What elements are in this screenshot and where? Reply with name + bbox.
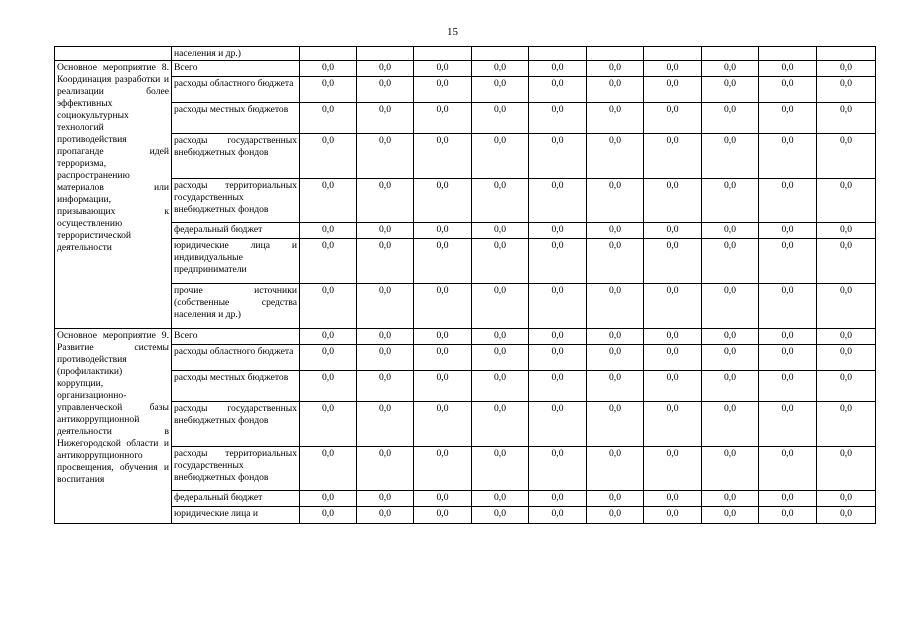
- value-cell: 0,0: [529, 345, 587, 371]
- value-cell: 0,0: [357, 402, 414, 447]
- value-cell: 0,0: [300, 402, 357, 447]
- value-cell: 0,0: [472, 447, 529, 491]
- table-row: [55, 507, 876, 524]
- value-cell: 0,0: [472, 491, 529, 507]
- value-cell: 0,0: [529, 61, 587, 77]
- table-row: [55, 491, 876, 507]
- value-cell: 0,0: [414, 447, 472, 491]
- value-cell: 0,0: [759, 134, 817, 179]
- table-row: [55, 371, 876, 402]
- source-label: расходы территориальных государственных внебюджетных фондов: [172, 179, 300, 223]
- value-cell: 0,0: [644, 329, 702, 345]
- value-cell: 0,0: [817, 134, 876, 179]
- value-cell: 0,0: [587, 61, 644, 77]
- value-cell: 0,0: [817, 61, 876, 77]
- value-cell: 0,0: [472, 239, 529, 284]
- value-cell: 0,0: [414, 179, 472, 223]
- value-cell: 0,0: [300, 371, 357, 402]
- value-cell: 0,0: [587, 284, 644, 329]
- value-cell: 0,0: [644, 103, 702, 134]
- source-label: населения и др.): [172, 47, 300, 61]
- value-cell: 0,0: [759, 402, 817, 447]
- value-cell: 0,0: [644, 345, 702, 371]
- funding-table: [54, 46, 876, 524]
- value-cell: 0,0: [357, 223, 414, 239]
- value-cell: 0,0: [357, 134, 414, 179]
- value-cell: 0,0: [759, 103, 817, 134]
- table-row: [55, 134, 876, 179]
- value-cell: 0,0: [817, 491, 876, 507]
- activity-description: Основное мероприятие 9. Развитие системы противодействия (профилактики) коррупции, организационно-управленческой базы антикоррупционной деятельности в Нижегородской области и антикоррупционного просвещения, обучения и воспитания: [55, 329, 172, 524]
- value-cell: 0,0: [414, 239, 472, 284]
- value-cell: 0,0: [702, 371, 759, 402]
- value-cell: 0,0: [759, 239, 817, 284]
- value-cell: 0,0: [472, 61, 529, 77]
- value-cell: 0,0: [357, 77, 414, 103]
- value-cell: 0,0: [817, 402, 876, 447]
- value-cell: 0,0: [587, 345, 644, 371]
- value-cell: 0,0: [300, 239, 357, 284]
- value-cell: 0,0: [529, 507, 587, 524]
- source-label: Всего: [172, 61, 300, 77]
- source-label: расходы государственных внебюджетных фондов: [172, 134, 300, 179]
- value-cell: 0,0: [817, 223, 876, 239]
- value-cell: 0,0: [300, 77, 357, 103]
- value-cell: 0,0: [817, 345, 876, 371]
- value-cell: 0,0: [587, 134, 644, 179]
- value-cell: 0,0: [702, 447, 759, 491]
- page-number: 15: [447, 26, 458, 38]
- value-cell: 0,0: [644, 507, 702, 524]
- value-cell: 0,0: [587, 371, 644, 402]
- source-label: Всего: [172, 329, 300, 345]
- value-cell: 0,0: [702, 103, 759, 134]
- table-row: [55, 329, 876, 345]
- value-cell: 0,0: [357, 103, 414, 134]
- value-cell: 0,0: [587, 491, 644, 507]
- value-cell: 0,0: [702, 239, 759, 284]
- value-cell: 0,0: [817, 239, 876, 284]
- source-label: расходы областного бюджета: [172, 345, 300, 371]
- value-cell: 0,0: [759, 284, 817, 329]
- value-cell: 0,0: [357, 179, 414, 223]
- value-cell: 0,0: [702, 179, 759, 223]
- value-cell: 0,0: [587, 447, 644, 491]
- value-cell: [414, 47, 472, 61]
- table-row: [55, 103, 876, 134]
- value-cell: 0,0: [300, 61, 357, 77]
- value-cell: 0,0: [644, 239, 702, 284]
- value-cell: 0,0: [529, 329, 587, 345]
- value-cell: 0,0: [300, 447, 357, 491]
- value-cell: 0,0: [472, 223, 529, 239]
- value-cell: 0,0: [414, 371, 472, 402]
- table-row: [55, 239, 876, 284]
- value-cell: 0,0: [300, 134, 357, 179]
- value-cell: 0,0: [759, 61, 817, 77]
- value-cell: 0,0: [357, 507, 414, 524]
- value-cell: 0,0: [702, 345, 759, 371]
- value-cell: [644, 47, 702, 61]
- value-cell: 0,0: [414, 134, 472, 179]
- value-cell: 0,0: [472, 103, 529, 134]
- value-cell: 0,0: [529, 402, 587, 447]
- value-cell: 0,0: [357, 447, 414, 491]
- value-cell: 0,0: [644, 284, 702, 329]
- value-cell: 0,0: [702, 77, 759, 103]
- value-cell: 0,0: [759, 447, 817, 491]
- value-cell: 0,0: [414, 284, 472, 329]
- source-label: федеральный бюджет: [172, 223, 300, 239]
- source-label: юридические лица и: [172, 507, 300, 524]
- source-label: федеральный бюджет: [172, 491, 300, 507]
- table-row: [55, 47, 876, 61]
- value-cell: 0,0: [759, 77, 817, 103]
- table-row: [55, 447, 876, 491]
- source-label: расходы территориальных государственных внебюджетных фондов: [172, 447, 300, 491]
- value-cell: 0,0: [472, 345, 529, 371]
- value-cell: 0,0: [414, 103, 472, 134]
- source-label: прочие источники (собственные средства населения и др.): [172, 284, 300, 329]
- value-cell: 0,0: [472, 329, 529, 345]
- value-cell: 0,0: [357, 284, 414, 329]
- value-cell: 0,0: [300, 329, 357, 345]
- value-cell: 0,0: [587, 402, 644, 447]
- value-cell: [702, 47, 759, 61]
- value-cell: 0,0: [300, 179, 357, 223]
- value-cell: 0,0: [587, 329, 644, 345]
- source-label: расходы областного бюджета: [172, 77, 300, 103]
- value-cell: 0,0: [300, 284, 357, 329]
- value-cell: 0,0: [817, 371, 876, 402]
- value-cell: 0,0: [644, 402, 702, 447]
- value-cell: 0,0: [529, 77, 587, 103]
- value-cell: [472, 47, 529, 61]
- table-row: [55, 345, 876, 371]
- value-cell: 0,0: [759, 371, 817, 402]
- source-label: расходы местных бюджетов: [172, 371, 300, 402]
- value-cell: 0,0: [644, 371, 702, 402]
- value-cell: [300, 47, 357, 61]
- value-cell: 0,0: [414, 77, 472, 103]
- value-cell: 0,0: [644, 179, 702, 223]
- value-cell: 0,0: [644, 61, 702, 77]
- value-cell: 0,0: [817, 447, 876, 491]
- value-cell: 0,0: [587, 179, 644, 223]
- activity-description: Основное мероприятие 8. Координация разработки и реализации более эффективных социокультурных технологий противодействия пропаганде идей терроризма, распространению материалов или информации, призывающих к осуществлению террористической деятельности: [55, 61, 172, 329]
- value-cell: 0,0: [357, 329, 414, 345]
- table-row: [55, 284, 876, 329]
- value-cell: 0,0: [529, 371, 587, 402]
- value-cell: 0,0: [357, 371, 414, 402]
- value-cell: 0,0: [759, 223, 817, 239]
- value-cell: 0,0: [529, 179, 587, 223]
- value-cell: 0,0: [414, 491, 472, 507]
- value-cell: 0,0: [759, 329, 817, 345]
- value-cell: 0,0: [529, 447, 587, 491]
- value-cell: 0,0: [414, 329, 472, 345]
- source-label: юридические лица и индивидуальные предприниматели: [172, 239, 300, 284]
- value-cell: 0,0: [472, 134, 529, 179]
- value-cell: 0,0: [414, 507, 472, 524]
- value-cell: 0,0: [414, 61, 472, 77]
- value-cell: 0,0: [817, 284, 876, 329]
- value-cell: 0,0: [702, 507, 759, 524]
- value-cell: 0,0: [529, 491, 587, 507]
- value-cell: 0,0: [300, 345, 357, 371]
- value-cell: 0,0: [300, 103, 357, 134]
- table-row: [55, 179, 876, 223]
- source-label: расходы местных бюджетов: [172, 103, 300, 134]
- value-cell: 0,0: [702, 491, 759, 507]
- value-cell: 0,0: [587, 77, 644, 103]
- value-cell: [759, 47, 817, 61]
- value-cell: 0,0: [414, 345, 472, 371]
- value-cell: 0,0: [817, 179, 876, 223]
- value-cell: 0,0: [817, 507, 876, 524]
- value-cell: [817, 47, 876, 61]
- value-cell: 0,0: [472, 402, 529, 447]
- value-cell: 0,0: [414, 223, 472, 239]
- value-cell: 0,0: [702, 134, 759, 179]
- value-cell: 0,0: [587, 239, 644, 284]
- value-cell: 0,0: [529, 134, 587, 179]
- value-cell: 0,0: [357, 239, 414, 284]
- value-cell: 0,0: [472, 179, 529, 223]
- value-cell: 0,0: [702, 329, 759, 345]
- value-cell: 0,0: [529, 103, 587, 134]
- value-cell: 0,0: [644, 491, 702, 507]
- value-cell: 0,0: [472, 371, 529, 402]
- value-cell: 0,0: [414, 402, 472, 447]
- value-cell: 0,0: [759, 179, 817, 223]
- table-row: [55, 61, 876, 77]
- value-cell: 0,0: [300, 507, 357, 524]
- value-cell: 0,0: [817, 329, 876, 345]
- value-cell: 0,0: [644, 223, 702, 239]
- activity-cell-continued: [55, 47, 172, 61]
- value-cell: 0,0: [472, 77, 529, 103]
- value-cell: 0,0: [300, 491, 357, 507]
- table-row: [55, 402, 876, 447]
- value-cell: 0,0: [529, 284, 587, 329]
- value-cell: 0,0: [702, 223, 759, 239]
- source-label: расходы государственных внебюджетных фондов: [172, 402, 300, 447]
- value-cell: 0,0: [817, 77, 876, 103]
- value-cell: 0,0: [702, 402, 759, 447]
- value-cell: 0,0: [472, 507, 529, 524]
- value-cell: 0,0: [702, 284, 759, 329]
- value-cell: 0,0: [587, 507, 644, 524]
- value-cell: 0,0: [759, 491, 817, 507]
- value-cell: 0,0: [644, 447, 702, 491]
- value-cell: 0,0: [529, 223, 587, 239]
- value-cell: [357, 47, 414, 61]
- value-cell: 0,0: [702, 61, 759, 77]
- value-cell: 0,0: [759, 345, 817, 371]
- table-body: [55, 47, 876, 524]
- table-row: [55, 77, 876, 103]
- value-cell: 0,0: [644, 134, 702, 179]
- value-cell: [587, 47, 644, 61]
- value-cell: 0,0: [529, 239, 587, 284]
- value-cell: 0,0: [644, 77, 702, 103]
- value-cell: 0,0: [357, 491, 414, 507]
- value-cell: 0,0: [759, 507, 817, 524]
- value-cell: 0,0: [817, 103, 876, 134]
- value-cell: 0,0: [587, 223, 644, 239]
- value-cell: 0,0: [357, 61, 414, 77]
- value-cell: 0,0: [357, 345, 414, 371]
- value-cell: 0,0: [300, 223, 357, 239]
- value-cell: [529, 47, 587, 61]
- table-row: [55, 223, 876, 239]
- value-cell: 0,0: [472, 284, 529, 329]
- value-cell: 0,0: [587, 103, 644, 134]
